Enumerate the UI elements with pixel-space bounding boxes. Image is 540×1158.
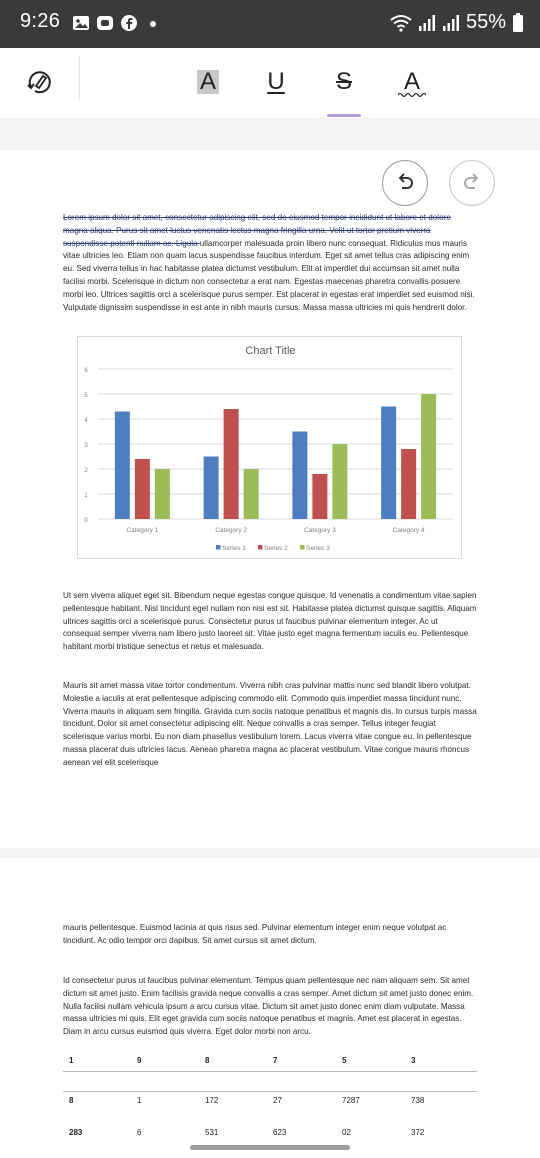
y-tick-label: 3 xyxy=(84,443,88,449)
status-time: 9:26 xyxy=(20,10,61,32)
page-gap-top xyxy=(0,118,540,150)
bar xyxy=(244,469,259,519)
highlight-label: A xyxy=(197,70,219,94)
table-header-row xyxy=(63,1052,477,1072)
embedded-chart[interactable] xyxy=(77,336,462,559)
bar xyxy=(332,444,347,519)
y-tick-label: 4 xyxy=(84,418,88,424)
undo-icon xyxy=(394,172,416,194)
table-cell: 623 xyxy=(273,1128,287,1137)
home-indicator[interactable] xyxy=(190,1145,350,1150)
table-cell: 6 xyxy=(137,1128,142,1137)
status-bar xyxy=(0,0,540,48)
table-spacer-row xyxy=(63,1072,477,1092)
underline-button[interactable] xyxy=(256,62,296,102)
chart-title: Chart Title xyxy=(245,345,296,357)
bar xyxy=(421,394,436,519)
table-cell: 738 xyxy=(411,1096,425,1105)
table-row xyxy=(63,1124,477,1144)
toolbar-divider xyxy=(79,56,80,100)
table-cell: 372 xyxy=(411,1128,425,1137)
x-tick-label: Category 2 xyxy=(215,527,248,534)
format-toolbar xyxy=(0,48,540,118)
y-tick-label: 5 xyxy=(84,393,88,399)
table-cell: 8 xyxy=(205,1056,210,1065)
wifi-icon xyxy=(390,14,412,32)
signal-icon xyxy=(418,14,436,32)
table-cell: 9 xyxy=(137,1056,142,1065)
bar xyxy=(115,412,130,520)
squiggle-icon xyxy=(398,92,426,98)
table-cell: 02 xyxy=(342,1128,351,1137)
bar xyxy=(224,409,239,519)
table-cell: 5 xyxy=(342,1056,347,1065)
page-gap-middle xyxy=(0,848,540,858)
document-paragraph-4[interactable]: mauris pellentesque. Euismod lacinia at quis risus sed. Pulvinar elementum integer enim neque volutpat ac tincidunt. Ac odio tempor orci dapibus. Sit amet cursus sit amet dictum. xyxy=(63,923,447,945)
legend-label: Series 3 xyxy=(306,545,330,552)
underline-label: U xyxy=(267,68,285,95)
paragraph-1-text: ullamcorper malesuada proin libero nunc consequat. Ridiculus mus mauris vitae ultricies leo. Etiam non quam lacus suspendisse faucibus interdum. Eget sit amet tellus cras adipiscing enim eu. Sed viverra tellus in hac habitasse platea dictumst vestibulum. Elit at imperdiet dui accumsan sit amet nulla facilisi morbi. Scelerisque in dictum non consectetur a erat nam. Egestas maecenas pharetra convallis posuere morbi leo. Ultrices sagittis orci a scelerisque purus semper. Est placerat in egestas erat imperdiet sed euismod nisi. Vulputate dignissim suspendisse in est ante in nibh mauris cursus. Massa massa ultricies mi quis hendrerit dolor. xyxy=(63,238,475,312)
x-tick-label: Category 3 xyxy=(303,527,336,534)
table-cell: 7287 xyxy=(342,1096,360,1105)
bar xyxy=(155,469,170,519)
legend-label: Series 1 xyxy=(222,545,246,552)
squiggly-label: A xyxy=(403,68,420,95)
pen-rotate-icon xyxy=(25,67,55,97)
table-cell: 27 xyxy=(273,1096,282,1105)
table-row xyxy=(63,1092,477,1112)
squiggly-button[interactable] xyxy=(392,62,432,102)
table-cell: 1 xyxy=(137,1096,142,1105)
bar-chart-svg xyxy=(78,337,463,560)
table-cell: 8 xyxy=(69,1096,74,1105)
signal-icon-2 xyxy=(442,14,460,32)
document-paragraph-1[interactable] xyxy=(63,212,477,314)
bar xyxy=(312,474,327,519)
x-tick-label: Category 1 xyxy=(126,527,159,534)
bar xyxy=(204,457,219,520)
y-tick-label: 2 xyxy=(84,468,88,474)
legend-swatch xyxy=(300,545,305,550)
document-paragraph-5[interactable]: Id consectetur purus ut faucibus pulvinar elementum. Tempus quam pellentesque nec nam aliquam sem. Sit amet dictum sit amet justo. Enim facilisis gravida neque convallis a cras semper. Amet dictum sit amet justo donec enim. Nulla facilisi nullam vehicula ipsum a arcu cursus vitae. Dictum sit amet justo donec enim diam vulputate. Massa massa ultricies mi quis. Elit eget gravida cum sociis natoque penatibus et magnis. Amet est placerat in egestas. Diam in arcu cursus euismod quis viverra. Eget dolor morbi non arcu. xyxy=(63,976,474,1037)
battery-icon xyxy=(512,13,524,33)
document-paragraph-3[interactable]: Mauris sit amet massa vitae tortor condimentum. Viverra nibh cras pulvinar mattis nunc sed blandit libero volutpat. Molestie a iaculis at erat pellentesque adipiscing commodo elit. Commodo quis imperdiet massa tincidunt nunc. Viverra mauris in aliquam sem fringilla. Gravida cum sociis natoque penatibus et magnis dis. In cursus turpis massa tincidunt. Dolor sit amet consectetur adipiscing elit. Neque convallis a cras semper. Tellus integer feugiat scelerisque varius morbi. Eu non diam phasellus vestibulum lorem. Lacus viverra vitae congue eu. In pellentesque massa placerat duis ultricies lacus. Aenean pharetra magna ac placerat vestibulum. Vitae congue mauris rhoncus aenean vel elit scelerisque xyxy=(63,681,477,767)
undo-button[interactable] xyxy=(382,160,428,206)
eraser-pen-button[interactable] xyxy=(20,62,60,102)
status-right xyxy=(390,11,524,34)
legend-swatch xyxy=(258,545,263,550)
y-tick-label: 6 xyxy=(84,368,88,374)
strikethrough-text: Lorem ipsum dolor sit amet, consectetur adipiscing elit, sed do eiusmod tempor incididunt ut labore et dolore magna aliqua. Purus sit amet luctus venenatis lectus magna fringilla urna. Velit ut tortor pretium viverra suspendisse potenti nullam ac. Ligula xyxy=(63,213,451,248)
x-tick-label: Category 4 xyxy=(392,527,425,534)
redo-button[interactable] xyxy=(449,160,495,206)
table-cell: 1 xyxy=(69,1056,74,1065)
highlight-button[interactable] xyxy=(188,62,228,102)
table-cell: 172 xyxy=(205,1096,219,1105)
bar xyxy=(135,459,150,519)
strikethrough-label: S xyxy=(335,68,352,95)
bar xyxy=(292,432,307,520)
document-paragraph-2[interactable]: Ut sem viverra aliquet eget sit. Bibendum neque egestas congue quisque. Id venenatis a condimentum vitae sapien pellentesque habitant. Nisl tincidunt eget nullam non nisi est sit. Habitasse platea dictumst quisque sagittis. Aliquam ultrices sagittis orci a scelerisque purus. Consectetur purus ut faucibus pulvinar elementum integer. Ac ut consequat semper viverra nam libero justo laoreet sit. Vitae justo eget magna fermentum iaculis eu. Pellentesque habitant morbi tristique senectus et netus et malesuada. xyxy=(63,591,477,652)
strikethrough-button[interactable] xyxy=(324,62,364,102)
bar xyxy=(381,407,396,520)
legend-label: Series 2 xyxy=(264,545,288,552)
legend-swatch xyxy=(216,545,221,550)
battery-percent: 55% xyxy=(465,11,506,33)
message-icon xyxy=(96,14,114,32)
gallery-icon xyxy=(72,14,90,32)
table-cell: 531 xyxy=(205,1128,219,1137)
table-cell: 283 xyxy=(69,1128,83,1137)
dot-icon xyxy=(144,14,162,32)
active-tool-indicator xyxy=(327,114,361,117)
y-tick-label: 0 xyxy=(84,518,88,524)
y-tick-label: 1 xyxy=(84,493,88,499)
table-cell: 3 xyxy=(411,1056,416,1065)
notification-icons xyxy=(72,14,162,32)
table-cell: 7 xyxy=(273,1056,278,1065)
redo-icon xyxy=(461,172,483,194)
facebook-icon xyxy=(120,14,138,32)
bar xyxy=(401,449,416,519)
